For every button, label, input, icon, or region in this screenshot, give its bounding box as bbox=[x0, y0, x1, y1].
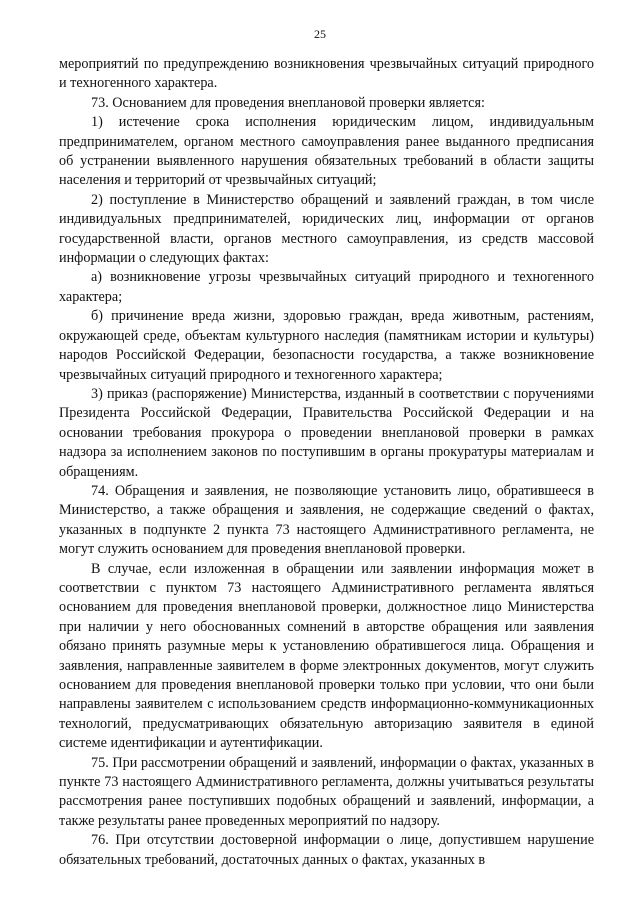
paragraph-74: 74. Обращения и заявления, не позволяющие установить лицо, обратившееся в Министерство, а также обращения и заявления, не содержащие сведений о фактах, указанных в подпункте 2 пункта 73 настоящего Административного регламента, не могут служить основанием для проведения внеплановой проверки. bbox=[59, 482, 594, 558]
paragraph-73-item-2: 2) поступление в Министерство обращений и заявлений граждан, в том числе индивидуальных предпринимателей, юридических лиц, информации от органов государственной власти, органов местного самоуправления, из средств массовой информации о следующих фактах: bbox=[59, 191, 594, 267]
page-number: 25 bbox=[314, 27, 326, 41]
paragraph-73-item-2a: а) возникновение угрозы чрезвычайных ситуаций природного и техногенного характера; bbox=[59, 269, 594, 305]
paragraph-76: 76. При отсутствии достоверной информации о лице, допустившем нарушение обязательных требований, достаточных данных о фактах, указанных в bbox=[59, 832, 594, 868]
paragraph-75: 75. При рассмотрении обращений и заявлений, информации о фактах, указанных в пункте 73 настоящего Административного регламента, должны учитываться результаты рассмотрения ранее поступивших подобных обращений и заявлений, информации, а также результаты ранее проведенных мероприятий по надзору. bbox=[59, 754, 594, 829]
paragraph-73-item-2b: б) причинение вреда жизни, здоровью граждан, вреда животным, растениям, окружающей среде, объектам культурного наследия (памятникам истории и культуры) народов Российской Федерации, безопасности государства, а также возникновение чрезвычайных ситуаций природного и техногенного характера; bbox=[59, 308, 594, 383]
paragraph-73-item-1: 1) истечение срока исполнения юридическим лицом, индивидуальным предпринимателем, органом местного самоуправления ранее выданного предписания об устранении выявленного нарушения обязательных требований в области защиты населения и территорий от чрезвычайных ситуаций; bbox=[59, 114, 594, 189]
paragraph-74-continued: В случае, если изложенная в обращении или заявлении информация может в соответствии с пунктом 73 настоящего Административного регламента являться основанием для проведения внеплановой проверки, должностное лицо Министерства при наличии у него обоснованных сомнений в авторстве обращения или заявления обязано принять разумные меры к установлению обратившегося лица. Обращения и заявления, направленные заявителем в форме электронных документов, могут служить основанием для проведения внеплановой проверки только при условии, что они были направлены заявителем с использованием средств информационно-коммуникационных технологий, предусматривающих обязательную авторизацию заявителя в единой системе идентификации и аутентификации. bbox=[59, 560, 594, 752]
paragraph-continuation: мероприятий по предупреждению возникновения чрезвычайных ситуаций природного и техногенного характера. bbox=[59, 56, 594, 92]
paragraph-73: 73. Основанием для проведения внеплановой проверки является: bbox=[91, 94, 485, 111]
paragraph-73-item-3: 3) приказ (распоряжение) Министерства, изданный в соответствии с поручениями Президента Российской Федерации, Правительства Российской Федерации и на основании требования прокурора о проведении внеплановой проверки в рамках надзора за исполнением законов по поступившим в органы прокуратуры материалам и обращениям. bbox=[59, 385, 594, 480]
document-body bbox=[59, 55, 594, 870]
